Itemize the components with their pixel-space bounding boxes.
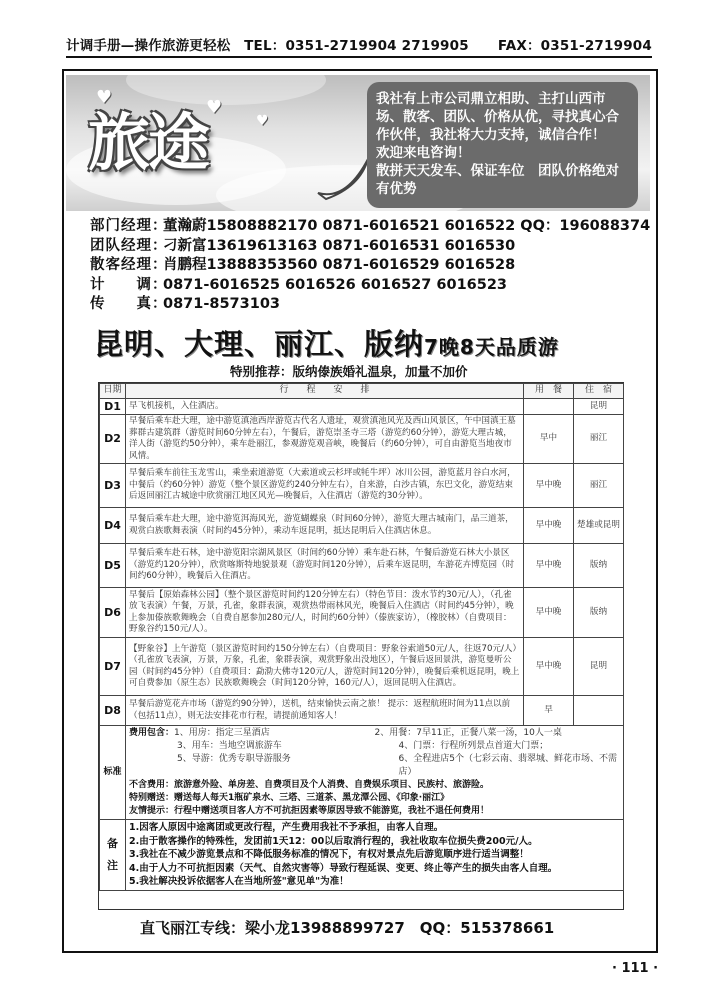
- contact-row: 团队经理：刁新富13619613163 0871-6016531 6016530: [90, 237, 516, 254]
- table-row: D8 早餐后游览花卉市场（游览约90分钟），送机，结束愉快云南之旅！ 提示：返程航班时间为11点以前（包括11点），则无法安排花市行程，请提前通知客人！ 早: [100, 696, 624, 726]
- heart-icon: ♥: [206, 97, 223, 118]
- fees-side-label: 标准: [100, 726, 126, 820]
- col-date: 日期: [100, 384, 126, 399]
- table-row: D1 早飞机接机，入住酒店。 昆明: [100, 399, 624, 415]
- note-item: 3.我社在不减少游览景点和不降低服务标准的情况下，有权对景点先后游览顺序进行适当调整！: [129, 849, 529, 860]
- contact-row: 计 调：0871-6016525 6016526 6016527 6016523: [90, 276, 508, 293]
- header-rule: [66, 56, 652, 58]
- contact-row: 散客经理：肖鹏程13888353560 0871-6016529 6016528: [90, 257, 516, 273]
- table-row: D7 【野象谷】上午游览（景区游览时间约150分钟左右）（自费项目：野象谷索道50元/人，往返70元/人）（孔雀放飞表演，万景，万象，孔雀，象群表演，观赏野象出没地区），午餐后返回景洪，游览曼听公园（时间约45分钟）（自费项目：勐泐大佛寺120元/人，游览时间120分钟），晚餐后乘机返昆明，晚上可自费参加（原生态）民族歌舞晚会（时间120分钟，160元/人），返回昆明入住酒店。 早中晚 昆明: [100, 638, 624, 696]
- table-row: D2 早餐后乘车赴大理，途中游览滇池西岸游览古代名人遗址，观赏滇池风光及西山风景区，午中国滇王墓葬群古建筑群（游览时间60分钟左右），午餐后，游览崇圣寺三塔（游览约60分钟），游览大理古城，洋人街（游览约50分钟），乘车赴丽江，参观游览观音峡，晚餐后（约60分钟），可自由游览当地夜市风情。 早中 丽江: [100, 415, 624, 464]
- note-item: 2.由于散客操作的特殊性，发团前1天12：00以后取消行程的，我社收取车位损失费200元/人。: [129, 835, 538, 847]
- itinerary-table: [98, 382, 624, 910]
- col-stay: 住 宿: [574, 384, 624, 399]
- contact-row: 传 真：0871-8573103: [90, 296, 280, 312]
- note-item: 5.我社解决投诉依据客人在当地所签"意见单"为准！: [129, 876, 349, 887]
- contact-row: 部门经理：董瀚蔚15808882170 0871-6016521 6016522 QQ：196088374: [90, 218, 651, 234]
- slogan-box: [367, 82, 638, 208]
- tour-headline-sub: 7晚8天品质游: [424, 335, 559, 359]
- table-row: D5 早餐后乘车赴石林，途中游览阳宗湖风景区（时间约60分钟）乘车赴石林，午餐后游览石林大小景区（游览约120分钟），欣赏喀斯特地貌景观（游览时间120分钟），后乘车返昆明，车游花卉博览园（时间约60分钟），晚餐后入住酒店。 早中晚 版纳: [100, 544, 624, 588]
- notes-side-label: 备注: [100, 820, 126, 891]
- table-row: D4 早餐后乘车赴大理，途中游览洱海风光，游览蝴蝶泉（时间60分钟），游览大理古城南门，品三道茶，观赏白族歌舞表演（时间约45分钟），乘动车返昆明，抵达昆明后入住酒店休息。 早中晚 楚雄或昆明: [100, 508, 624, 544]
- slogan-text: 我社有上市公司鼎立相助、主打山西市场、散客、团队、价格从优，寻找真心合作伙伴，我社将大力支持，诚信合作！ 欢迎来电咨询！: [376, 91, 619, 161]
- footer-hotline: 直飞丽江专线：梁小龙13988899727 QQ：515378661: [140, 919, 555, 937]
- header-tel: TEL：0351-2719904 2719905: [244, 38, 469, 54]
- special-recommend: 特别推荐：版纳傣族婚礼温泉，加量不加价: [230, 364, 468, 379]
- fee-line: 费用包含：1、用房：指定三星酒店 2、用餐：7早11正，正餐八菜一汤，10人一桌: [129, 728, 562, 738]
- fee-exclude: 不含费用：旅游意外险、单房差、自费项目及个人消费、自费娱乐项目、民族村、旅游险。: [129, 780, 490, 790]
- top-header: [66, 34, 652, 54]
- note-item: 4.由于人力不可抗拒因素（天气、自然灾害等）导致行程延误、变更、终止等产生的损失由客人自理。: [129, 862, 558, 874]
- header-tagline: 计调手册—操作旅游更轻松 TEL：0351-2719904 2719905: [66, 38, 469, 54]
- notes-content: [126, 820, 624, 891]
- page-number: · 111 ·: [612, 961, 659, 976]
- contact-list: [90, 217, 650, 315]
- header-fax: FAX：0351-2719904: [497, 38, 652, 54]
- fees-row: [100, 726, 624, 820]
- col-meal: 用 餐: [524, 384, 574, 399]
- fee-warning: 友情提示：行程中赠送项目客人方不可抗拒因素等原因导致不能游览，我社不退任何费用！: [129, 806, 490, 816]
- note-item: 1.因客人原因中途离团或更改行程，产生费用我社不予承担，由客人自理。: [129, 822, 444, 833]
- heart-icon: ♥: [256, 113, 269, 129]
- table-row: D6 早餐后【原始森林公园】（整个景区游览时间约120分钟左右）（特色节目：泼水节约30元/人），（孔雀放飞表演）午餐，万景，孔雀，象群表演，观赏热带雨林风光，晚餐后入住酒店（时间约45分钟），晚上参加傣族歌舞晚会（自费自愿参加280元/人，时间约60分钟）（傣族家访），（橡胶林）（自费项目：野象谷约150元/人）。 早中晚 版纳: [100, 588, 624, 638]
- slogan-text-2: 散拼天天发车、保证车位 团队价格绝对有优势: [376, 163, 619, 197]
- fee-line: 5、导游：优秀专职导游服务 6、全程进店5个（七彩云南、翡翠城、鲜花市场、不需店）: [177, 754, 617, 777]
- fee-line: 3、用车：当地空调旅游车 4、门票：行程所列景点首道大门票；: [177, 741, 549, 751]
- fees-content: [126, 726, 624, 820]
- heart-icon: ♥: [96, 87, 113, 108]
- tour-headline: 昆明、大理、丽江、版纳7晚8天品质游: [94, 327, 559, 361]
- table-header-row: [100, 384, 624, 399]
- col-plan: 行 程 安 排: [126, 384, 524, 399]
- notes-row: [100, 820, 624, 891]
- table-row: D3 早餐后乘车前往玉龙雪山，乘坐索道游览（大索道或云杉坪或牦牛坪）冰川公园，游览蓝月谷白水河，中餐后（约60分钟）游览（整个景区游览约240分钟左右），自来游，白沙古镇，东巴文化，游览结束后返回丽江古城途中欣赏丽江地区风光—晚餐后，入住酒店（游览约30分钟）。 早中晚 丽江: [100, 464, 624, 508]
- fee-gift: 特别赠送：赠送每人每天1瓶矿泉水、三塔、三道茶、黑龙潭公园、《印象·丽江》: [129, 793, 450, 803]
- logo-travel: 旅途: [88, 106, 209, 179]
